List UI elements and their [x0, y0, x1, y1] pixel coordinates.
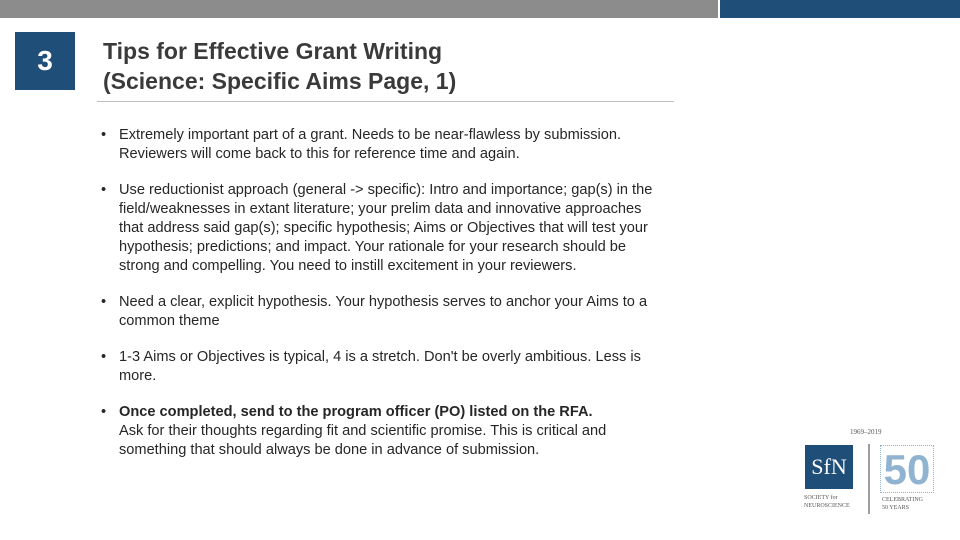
slide-number-badge [15, 32, 75, 90]
bullet-dot-icon: • [101, 182, 107, 198]
title-line-1: Tips for Effective Grant Writing [103, 38, 443, 64]
bullet-item [101, 181, 661, 276]
sfn-logo-icon [805, 445, 853, 489]
logo-society-text: SOCIETY for NEUROSCIENCE [804, 495, 850, 509]
bullet-text: Extremely important part of a grant. Needs to be near-flawless by submission. Reviewers will come back to this for reference time and again. [119, 127, 622, 162]
bullet-item [101, 403, 661, 460]
slide-number: 3 [37, 45, 53, 76]
title-line-2: (Science: Specific Aims Page, 1) [103, 68, 457, 94]
bullet-dot-icon: • [101, 294, 107, 310]
top-bar-blue [720, 0, 960, 18]
bullet-dot-icon: • [101, 349, 107, 365]
bullet-text: Ask for their thoughts regarding fit and scientific promise. This is critical and something that should always be done in advance of submission. [119, 423, 607, 458]
anniversary-number: 50 [883, 446, 931, 493]
anniversary-50-icon [880, 445, 934, 493]
bullet-item [101, 126, 661, 164]
sfn-50th-logo [800, 428, 938, 516]
bullet-dot-icon: • [101, 127, 107, 143]
bullet-list [101, 126, 661, 477]
top-bar-gray [0, 0, 718, 18]
bullet-text: Need a clear, explicit hypothesis. Your hypothesis serves to anchor your Aims to a common theme [119, 294, 648, 329]
bullet-bold-lead: Once completed, send to the program officer (PO) listed on the RFA. [119, 404, 593, 420]
logo-celebrating-text: CELEBRATING 50 YEARS [882, 497, 923, 511]
sfn-mark: SfN [811, 454, 847, 479]
title-divider [97, 101, 674, 102]
bullet-text: Use reductionist approach (general -> specific): Intro and importance; gap(s) in the field/weaknesses in extant literature; your prelim data and innovative approaches that address said gap(s); specific hypothesis; Aims or Objectives that will test your hypothesis; predictions; and impact. Your rationale for your research should be strong and compelling. You need to instill excitement in your reviewers. [119, 182, 653, 274]
logo-divider [868, 444, 870, 514]
bullet-text: 1-3 Aims or Objectives is typical, 4 is a stretch. Don't be overly ambitious. Less is more. [119, 349, 641, 384]
bullet-dot-icon: • [101, 404, 107, 420]
logo-years: 1969–2019 [850, 428, 882, 436]
slide-title [103, 36, 663, 96]
bullet-item [101, 348, 661, 386]
bullet-item [101, 293, 661, 331]
